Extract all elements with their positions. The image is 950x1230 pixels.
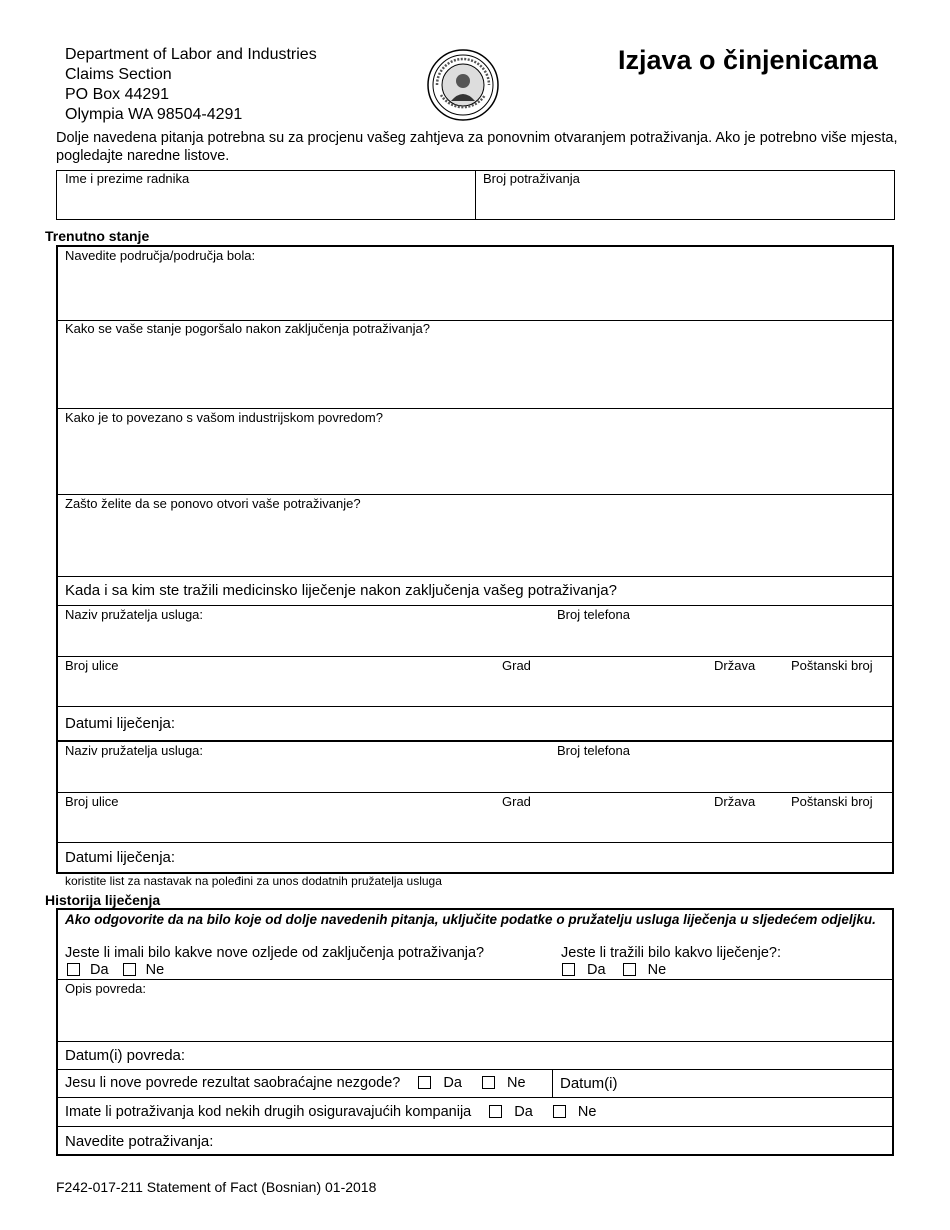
section-heading-current: Trenutno stanje	[45, 228, 150, 244]
reopen-reason-field[interactable]	[60, 514, 890, 574]
yes-label: Da	[514, 1104, 533, 1120]
treatment-when-label: Kada i sa kim ste tražili medicinsko liječenje nakon zaključenja vašeg potraživanja?	[65, 582, 617, 599]
treatment-dates-label: Datumi liječenja:	[65, 715, 176, 732]
traffic-yes-checkbox[interactable]	[418, 1076, 431, 1089]
yes-label: Da	[443, 1075, 462, 1091]
state-field[interactable]	[712, 676, 784, 704]
address-block	[65, 45, 317, 125]
sought-treatment-options	[562, 962, 666, 978]
city-label: Grad	[502, 658, 531, 673]
other-insurance-yes-checkbox[interactable]	[489, 1105, 502, 1118]
city-field[interactable]	[500, 676, 705, 704]
provider-name-field[interactable]	[60, 625, 540, 654]
state-field[interactable]	[712, 812, 784, 840]
sought-treatment-yes-checkbox[interactable]	[562, 963, 575, 976]
list-claims-field[interactable]	[225, 1129, 885, 1153]
new-injuries-options	[67, 962, 164, 978]
treatment-dates-field[interactable]	[190, 845, 880, 871]
worker-name-field[interactable]	[58, 188, 472, 218]
state-label: Država	[714, 658, 756, 673]
address-line: Olympia WA 98504-4291	[65, 106, 243, 123]
claim-number-field[interactable]	[478, 188, 892, 218]
street-label: Broj ulice	[65, 794, 119, 809]
worsened-label: Kako se vaše stanje pogoršalo nakon zaključenja potraživanja?	[65, 321, 430, 336]
zip-field[interactable]	[789, 812, 889, 840]
zip-field[interactable]	[789, 676, 889, 704]
no-label: Ne	[145, 962, 165, 978]
new-injuries-question: Jeste li imali bilo kakve nove ozljede od zaključenja potraživanja?	[65, 945, 485, 961]
injury-description-label: Opis povreda:	[65, 981, 146, 996]
pain-areas-field[interactable]	[60, 266, 890, 318]
related-field[interactable]	[60, 428, 890, 492]
worker-name-label: Ime i prezime radnika	[65, 171, 190, 186]
intro-text: Dolje navedena pitanja potrebna su za procjenu vašeg zahtjeva za ponovnim otvaranjem potraživanja. Ako je potrebno više mjesta, pogledajte naredne listove.	[56, 130, 898, 164]
reopen-reason-label: Zašto želite da se ponovo otvori vaše potraživanje?	[65, 496, 361, 511]
injury-dates-label: Datum(i) povreda:	[65, 1047, 186, 1064]
section-heading-history: Historija liječenja	[45, 892, 161, 908]
form-footer: F242-017-211 Statement of Fact (Bosnian) 01-2018	[56, 1179, 377, 1195]
address-line: PO Box 44291	[65, 86, 170, 103]
treatment-dates-label: Datumi liječenja:	[65, 849, 176, 866]
provider-phone-label: Broj telefona	[557, 743, 630, 758]
new-injuries-no-checkbox[interactable]	[123, 963, 136, 976]
traffic-question: Jesu li nove povrede rezultat saobraćajne nezgode?	[65, 1075, 401, 1091]
provider-name-label: Naziv pružatelja usluga:	[65, 743, 204, 758]
yes-label: Da	[587, 962, 606, 978]
state-label: Država	[714, 794, 756, 809]
provider-name-field[interactable]	[60, 761, 540, 790]
sought-treatment-question: Jeste li tražili bilo kakvo liječenje?:	[561, 945, 782, 961]
zip-label: Poštanski broj	[791, 794, 873, 809]
provider-name-label: Naziv pružatelja usluga:	[65, 607, 204, 622]
related-label: Kako je to povezano s vašom industrijskom povredom?	[65, 410, 383, 425]
provider-phone-field[interactable]	[555, 625, 885, 654]
no-label: Ne	[577, 1104, 597, 1120]
traffic-row	[65, 1075, 526, 1091]
street-field[interactable]	[60, 812, 490, 840]
zip-label: Poštanski broj	[791, 658, 873, 673]
treatment-dates-field[interactable]	[190, 710, 880, 738]
traffic-no-checkbox[interactable]	[482, 1076, 495, 1089]
city-field[interactable]	[500, 812, 705, 840]
provider-phone-field[interactable]	[555, 761, 885, 790]
yes-label: Da	[90, 962, 109, 978]
history-instruction: Ako odgovorite da na bilo koje od dolje navedenih pitanja, uključite podatke o pružatelju usluga liječenja u sljedećem odjeljku.	[65, 912, 876, 927]
no-label: Ne	[507, 1075, 526, 1091]
sought-treatment-no-checkbox[interactable]	[623, 963, 636, 976]
other-insurance-question: Imate li potraživanja kod nekih drugih osiguravajućih kompanija	[65, 1104, 472, 1120]
other-insurance-row	[65, 1104, 596, 1120]
new-injuries-yes-checkbox[interactable]	[67, 963, 80, 976]
address-line: Claims Section	[65, 66, 172, 83]
pain-areas-label: Navedite područja/područja bola:	[65, 248, 256, 263]
no-label: Ne	[647, 962, 667, 978]
traffic-dates-label: Datum(i)	[560, 1075, 618, 1092]
injury-description-field[interactable]	[60, 999, 890, 1039]
continuation-note: koristite list za nastavak na poleđini za unos dodatnih pružatelja usluga	[65, 874, 442, 888]
claim-number-label: Broj potraživanja	[483, 171, 580, 186]
page-title: Izjava o činjenicama	[618, 45, 878, 75]
state-seal-icon	[427, 49, 499, 121]
list-claims-label: Navedite potraživanja:	[65, 1133, 214, 1150]
address-line: Department of Labor and Industries	[65, 46, 317, 63]
other-insurance-no-checkbox[interactable]	[553, 1105, 566, 1118]
worsened-field[interactable]	[60, 340, 890, 406]
traffic-dates-field[interactable]	[625, 1071, 887, 1095]
city-label: Grad	[502, 794, 531, 809]
street-label: Broj ulice	[65, 658, 119, 673]
injury-dates-field[interactable]	[200, 1044, 880, 1068]
street-field[interactable]	[60, 676, 490, 704]
provider-phone-label: Broj telefona	[557, 607, 630, 622]
